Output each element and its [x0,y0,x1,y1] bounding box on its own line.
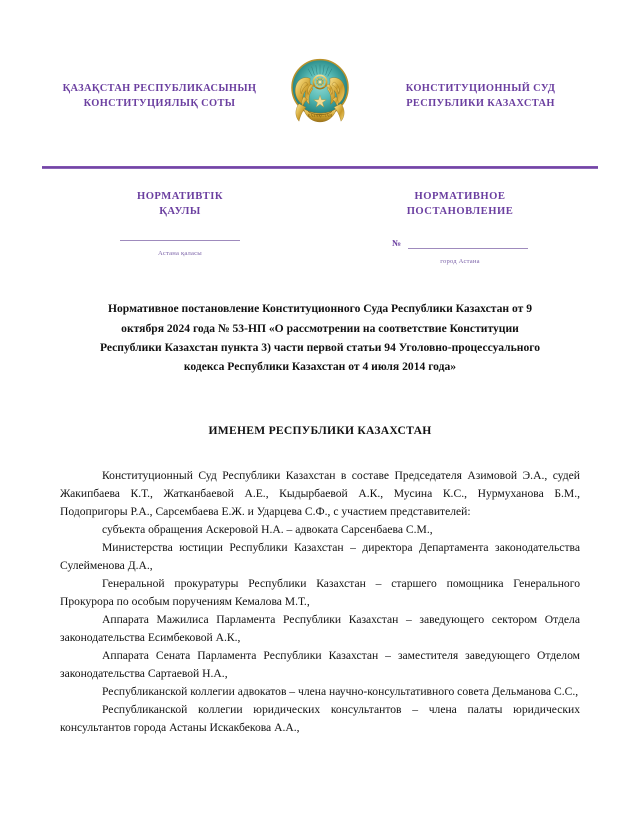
doctype-kazakh-line1: НОРМАТИВТІК [136,190,224,202]
body-paragraph: Аппарата Сената Парламента Республики Казахстан – заместителя заведующего Отделом законодательства Сартаевой Н.А., [60,649,580,681]
doctype-kazakh-column [40,189,320,266]
doctype-russian-line2: ПОСТАНОВЛЕНИЕ [406,206,514,218]
letterhead [0,0,640,140]
place-kazakh: Астана қаласы [158,250,202,258]
body-paragraph: Аппарата Мажилиса Парламента Республики Казахстан – заведующего сектором Отдела законодательства Есимбековой А.К., [60,613,580,645]
page-title: Нормативное постановление Конституционного Суда Республики Казахстан от 9 октября 2024 года № 53-НП «О рассмотрении на соответствие Конституции Республики Казахстан пункта 3) части первой статьи 94 Уголовно-процессуального кодекса Республики Казахстан от 4 июля 2014 года» [99,302,541,373]
in-name-of-heading: ИМЕНЕМ РЕСПУБЛИКИ КАЗАХСТАН [208,424,432,438]
doctype-russian-blank-row [320,239,600,249]
doctype-russian-rule [408,247,528,249]
svg-text:ҚАЗАҚСТАН: ҚАЗАҚСТАН [307,114,333,118]
doctype-russian-title [320,189,600,221]
letterhead-russian-title [357,81,598,112]
header-divider [42,166,598,169]
doctype-kazakh-line2: ҚАУЛЫ [159,206,201,218]
doctype-kazakh-title [40,189,320,221]
body-paragraph: Республиканской коллегии адвокатов – члена научно-консультативного совета Дельманова С.С., [102,685,579,699]
doctype-russian-column [320,189,600,266]
body-paragraph: Конституционный Суд Республики Казахстан в составе Председателя Азимовой Э.А., судей Жакипбаева К.Т., Жатканбаевой А.Е., Кыдырбаевой А.К., Мусина К.С., Нурмуханова Б.М., Подопригоры Р.А., Сарсембаева Е.Ж. и Ударцева С.Ф., с участием представителей: [60,469,580,519]
body-paragraph: Министерства юстиции Республики Казахстан – директора Департамента законодательства Сулейменова Д.А., [60,541,580,573]
kazakhstan-coat-of-arms-icon [285,53,355,139]
body-paragraph: субъекта обращения Аскеровой Н.А. – адвоката Сарсенбаева С.М., [102,523,433,537]
letterhead-kazakh-line2: КОНСТИТУЦИЯЛЫҚ СОТЫ [83,98,236,109]
letterhead-kazakh-line1: ҚАЗАҚСТАН РЕСПУБЛИКАСЫНЫҢ [62,82,257,94]
letterhead-russian-line1: КОНСТИТУЦИОННЫЙ СУД [405,82,556,94]
emblem-container [283,52,357,140]
letterhead-russian-line2: РЕСПУБЛИКИ КАЗАХСТАН [406,98,555,109]
place-russian: город Астана [440,258,480,266]
document-body [60,467,580,737]
doctype-bar [0,189,640,266]
letterhead-kazakh-title [42,81,283,112]
body-paragraph: Генеральной прокуратуры Республики Казахстан – старшего помощника Генерального Прокурора по особым поручениям Кемалова М.Т., [60,577,580,609]
header-divider-container [0,166,640,169]
doctype-kazakh-blank-row [40,239,320,241]
body-paragraph: Республиканской коллегии юридических консультантов – члена палаты юридических консультантов города Астаны Искакбекова А.А., [60,703,580,735]
doctype-russian-line1: НОРМАТИВНОЕ [414,190,506,202]
doctype-kazakh-rule [120,239,240,241]
number-symbol: № [391,238,402,249]
